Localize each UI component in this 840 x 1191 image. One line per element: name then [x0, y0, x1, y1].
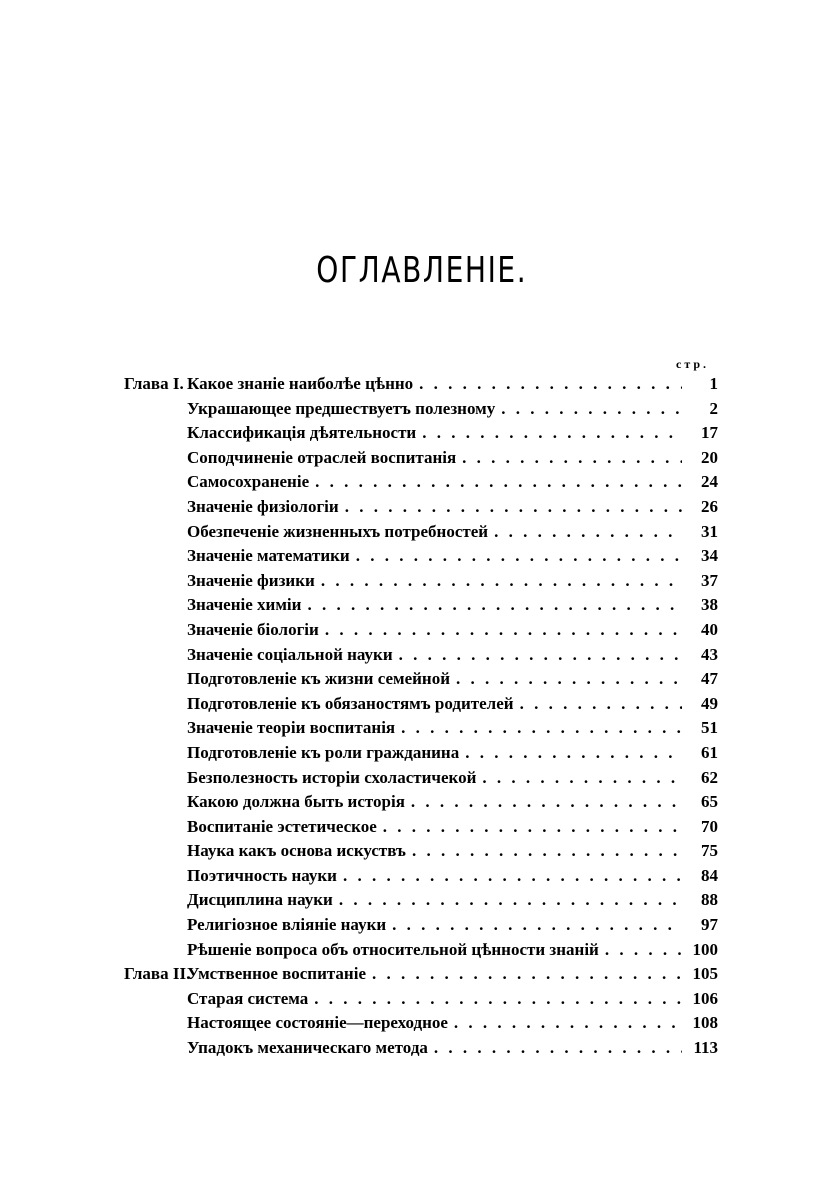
toc-entry	[124, 595, 718, 620]
entry-page-number: 108	[692, 1013, 718, 1033]
dot-leader	[450, 669, 682, 689]
entry-title: Значеніе теоріи воспитанія	[187, 718, 396, 738]
toc-entry	[124, 374, 718, 399]
entry-title: Значеніе соціальной науки	[187, 644, 393, 664]
entry-page-number: 24	[701, 472, 718, 492]
entry-page-number: 88	[701, 890, 718, 910]
entry-title: Подготовленіе къ жизни семейной	[187, 669, 451, 689]
toc-entry	[124, 645, 718, 670]
toc-entry	[124, 448, 718, 473]
entry-page-number: 75	[701, 841, 718, 861]
entry-page-number: 17	[701, 423, 718, 443]
dot-leader	[406, 841, 682, 861]
toc-entry	[124, 669, 718, 694]
entry-page-number: 1	[709, 374, 718, 393]
toc-entry	[124, 399, 718, 424]
toc-entry	[124, 768, 718, 793]
entry-page-number: 38	[701, 595, 718, 615]
dot-leader	[337, 866, 682, 886]
table-of-contents	[124, 374, 718, 1063]
entry-title: Безполезность исторіи схоластичекой	[187, 767, 477, 787]
entry-page-number: 34	[701, 546, 718, 566]
entry-title: Наука какъ основа искуствъ	[187, 841, 406, 861]
dot-leader	[308, 989, 682, 1009]
entry-title: Самосохраненіе	[187, 472, 310, 492]
toc-entry	[124, 546, 718, 571]
entry-page-number: 2	[709, 398, 718, 418]
dot-leader	[428, 1038, 682, 1058]
dot-leader	[339, 497, 682, 517]
entry-page-number: 49	[701, 693, 718, 713]
entry-page-number: 65	[701, 792, 718, 812]
dot-leader	[599, 940, 682, 960]
toc-entry	[124, 743, 718, 768]
entry-page-number: 97	[701, 915, 718, 935]
chapter-label: Глава I.	[124, 374, 184, 393]
entry-page-number: 43	[701, 644, 718, 664]
entry-page-number: 20	[701, 447, 718, 467]
entry-title: Настоящее состояніе—переходное	[187, 1013, 448, 1033]
toc-entry	[124, 989, 718, 1014]
entry-title: Значеніе химіи	[187, 595, 302, 615]
entry-title: Украшающее предшествуетъ полезному	[187, 398, 496, 418]
toc-entry	[124, 841, 718, 866]
dot-leader	[405, 792, 682, 812]
dot-leader	[416, 423, 682, 443]
toc-entry	[124, 620, 718, 645]
toc-entry	[124, 497, 718, 522]
entry-page-number: 62	[701, 767, 718, 787]
dot-leader	[476, 768, 682, 788]
toc-entry	[124, 964, 718, 989]
entry-title: Соподчиненіе отраслей воспитанія	[187, 447, 457, 467]
page-title: ОГЛАВЛЕНІЕ.	[316, 250, 528, 291]
toc-entry	[124, 423, 718, 448]
dot-leader	[333, 890, 682, 910]
entry-title: Подготовленіе къ роли гражданина	[187, 742, 460, 762]
dot-leader	[393, 645, 682, 665]
dot-leader	[413, 374, 682, 394]
toc-entry	[124, 1013, 718, 1038]
dot-leader	[488, 522, 682, 542]
entry-title: Поэтичность науки	[187, 865, 337, 885]
dot-leader	[319, 620, 682, 640]
entry-page-number: 26	[701, 496, 718, 516]
entry-page-number: 31	[701, 521, 718, 541]
toc-entry	[124, 718, 718, 743]
dot-leader	[301, 595, 682, 615]
toc-entry	[124, 817, 718, 842]
entry-page-number: 105	[692, 964, 718, 984]
entry-title: Упадокъ механическаго метода	[187, 1038, 428, 1058]
entry-page-number: 106	[692, 988, 718, 1008]
entry-page-number: 40	[701, 619, 718, 639]
toc-entry	[124, 694, 718, 719]
dot-leader	[350, 546, 682, 566]
dot-leader	[456, 448, 682, 468]
toc-entry	[124, 866, 718, 891]
page-column-label: стр.	[676, 357, 710, 371]
dot-leader	[395, 718, 682, 738]
entry-page-number: 100	[692, 939, 718, 959]
entry-page-number: 47	[701, 669, 718, 689]
entry-page-number: 61	[701, 742, 718, 762]
entry-title: Значеніе физіологіи	[187, 496, 339, 516]
entry-title: Дисциплина науки	[187, 890, 333, 910]
entry-title: Умственное воспитаніе	[187, 964, 366, 984]
toc-entry	[124, 890, 718, 915]
dot-leader	[309, 472, 682, 492]
entry-title: Классификація дѣятельности	[187, 423, 417, 443]
dot-leader	[448, 1013, 682, 1033]
toc-entry	[124, 1038, 718, 1063]
toc-entry	[124, 940, 718, 965]
entry-title: Подготовленіе къ обязаностямъ родителей	[187, 693, 514, 713]
entry-page-number: 51	[701, 718, 718, 738]
entry-title: Обезпеченіе жизненныхъ потребностей	[187, 521, 489, 541]
dot-leader	[315, 571, 682, 591]
dot-leader	[386, 915, 682, 935]
entry-title: Воспитаніе эстетическое	[187, 816, 377, 836]
chapter-label: Глава II.	[124, 964, 191, 984]
entry-title: Значеніе физики	[187, 570, 315, 590]
dot-leader	[377, 817, 682, 837]
dot-leader	[459, 743, 682, 763]
toc-entry	[124, 792, 718, 817]
toc-entry	[124, 522, 718, 547]
dot-leader	[514, 694, 682, 714]
entry-title: Значеніе математики	[187, 546, 350, 566]
dot-leader	[495, 399, 682, 419]
dot-leader	[366, 964, 682, 984]
toc-entry	[124, 915, 718, 940]
entry-title: Какое знаніе наиболѣе цѣнно	[187, 374, 414, 393]
entry-page-number: 37	[701, 570, 718, 590]
toc-entry	[124, 472, 718, 497]
entry-title: Религіозное вліяніе науки	[187, 915, 387, 935]
toc-entry	[124, 571, 718, 596]
entry-title: Значеніе біологіи	[187, 619, 319, 639]
entry-page-number: 70	[701, 816, 718, 836]
entry-page-number: 113	[693, 1038, 718, 1058]
entry-title: Какою должна быть исторія	[187, 792, 405, 812]
entry-title: Старая система	[187, 988, 309, 1008]
entry-page-number: 84	[701, 865, 718, 885]
entry-title: Рѣшеніе вопроса объ относительной цѣнности знаній	[187, 939, 599, 959]
